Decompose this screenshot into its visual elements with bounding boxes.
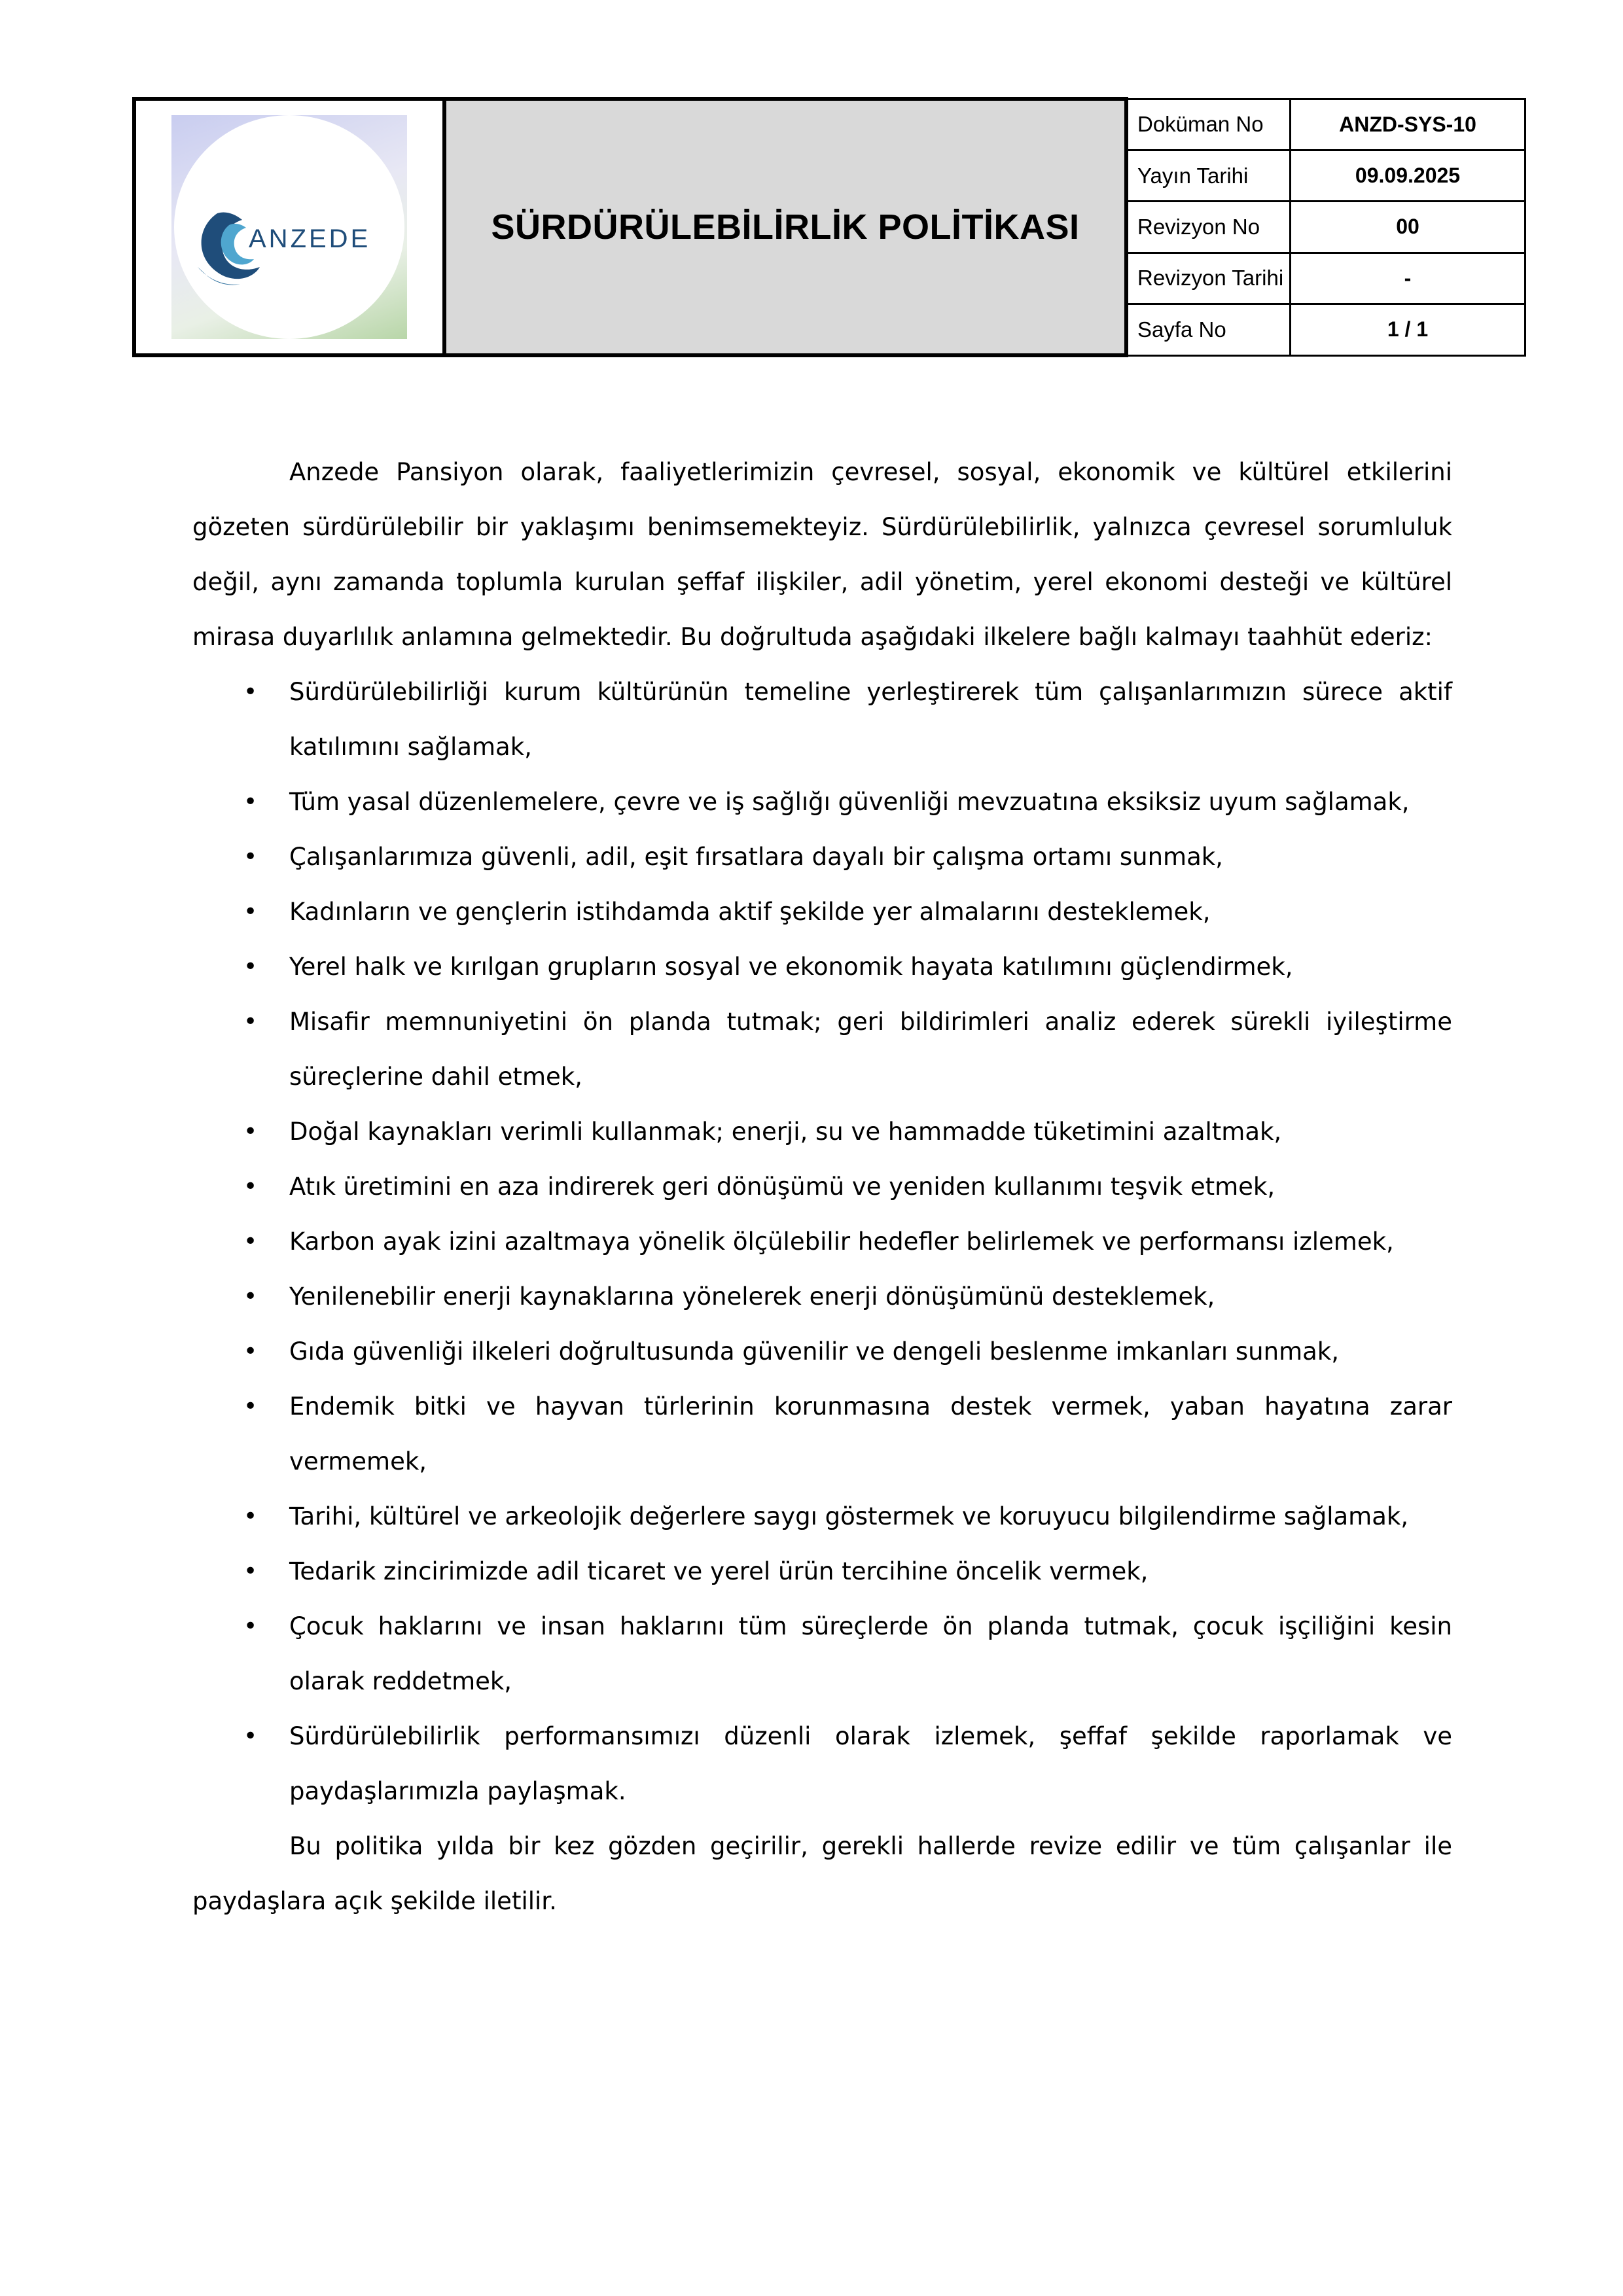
list-item: • Sürdürülebilirliği kurum kültürünün temeline yerleştirerek tüm çalışanlarımızın sürece aktif katılımını sağlamak, <box>192 665 1452 775</box>
meta-label-revision-date <box>1126 253 1291 304</box>
closing-paragraph: Bu politika yılda bir kez gözden geçirilir, gerekli hallerde revize edilir ve tüm çalışanlar ile paydaşlara açık şekilde iletilir. <box>192 1832 1452 1915</box>
meta-value-revision-date: - <box>1291 253 1525 304</box>
list-item: • Misafir memnuniyetini ön planda tutmak; geri bildirimleri analiz ederek sürekli iyileştirme süreçlerine dahil etmek, <box>192 995 1452 1104</box>
list-item: • Çocuk haklarını ve insan haklarını tüm süreçlerde ön planda tutmak, çocuk işçiliğini kesin olarak reddetmek, <box>192 1599 1452 1709</box>
principles-list <box>192 665 1452 1819</box>
meta-value-publish-date: 09.09.2025 <box>1291 150 1525 201</box>
meta-label-revision-no: Revizyon No <box>1126 202 1291 253</box>
list-item: • Yenilenebilir enerji kaynaklarına yönelerek enerji dönüşümünü desteklemek, <box>192 1269 1452 1324</box>
wave-logo-icon <box>171 115 407 339</box>
list-item: • Sürdürülebilirlik performansımızı düzenli olarak izlemek, şeffaf şekilde raporlamak ve paydaşlarımızla paylaşmak. <box>192 1709 1452 1819</box>
document-title: SÜRDÜRÜLEBİLİRLİK POLİTİKASI <box>491 207 1080 247</box>
list-item: • Kadınların ve gençlerin istihdamda aktif şekilde yer almalarını desteklemek, <box>192 885 1452 940</box>
list-item: • Tedarik zincirimizde adil ticaret ve yerel ürün tercihine öncelik vermek, <box>192 1544 1452 1599</box>
document-header <box>132 97 1526 357</box>
list-item: • Çalışanlarımıza güvenli, adil, eşit fırsatlara dayalı bir çalışma ortamı sunmak, <box>192 830 1452 885</box>
title-cell <box>444 99 1126 355</box>
list-item: • Karbon ayak izini azaltmaya yönelik ölçülebilir hedefler belirlemek ve performansı izlemek, <box>192 1214 1452 1269</box>
list-item: • Endemik bitki ve hayvan türlerinin korunmasına destek vermek, yaban hayatına zarar vermemek, <box>192 1379 1452 1489</box>
meta-label-document-no: Doküman No <box>1126 99 1291 150</box>
meta-label-page-no: Sayfa No <box>1126 304 1291 355</box>
list-item: • Doğal kaynakları verimli kullanmak; enerji, su ve hammadde tüketimini azaltmak, <box>192 1104 1452 1159</box>
logo-wordmark: ANZEDE <box>249 224 371 253</box>
meta-value-document-no: ANZD-SYS-10 <box>1291 99 1525 150</box>
list-item: • Yerel halk ve kırılgan grupların sosyal ve ekonomik hayata katılımını güçlendirmek, <box>192 940 1452 995</box>
list-item: • Atık üretimini en aza indirerek geri dönüşümü ve yeniden kullanımı teşvik etmek, <box>192 1159 1452 1214</box>
list-item: • Gıda güvenliği ilkeleri doğrultusunda güvenilir ve dengeli beslenme imkanları sunmak, <box>192 1324 1452 1379</box>
meta-label-publish-date: Yayın Tarihi <box>1126 150 1291 201</box>
company-logo <box>171 115 407 339</box>
intro-paragraph: Anzede Pansiyon olarak, faaliyetlerimizin çevresel, sosyal, ekonomik ve kültürel etkilerini gözeten sürdürülebilir bir yaklaşımı benimsemekteyiz. Sürdürülebilirlik, yalnızca çevresel sorumluluk değil, aynı zamanda toplumla kurulan şeffaf ilişkiler, adil yönetim, yerel ekonomi desteği ve kültürel mirasa duyarlılık anlamına gelmektedir. Bu doğrultuda aşağıdaki ilkelere bağlı kalmayı taahhüt ederiz: <box>192 458 1452 651</box>
list-item: • Tüm yasal düzenlemelere, çevre ve iş sağlığı güvenliği mevzuatına eksiksiz uyum sağlamak, <box>192 775 1452 830</box>
meta-value-revision-no: 00 <box>1291 202 1525 253</box>
meta-label-revision-date-text: Revizyon Tarihi <box>1137 266 1284 291</box>
logo-cell <box>134 99 444 355</box>
policy-body <box>192 445 1452 1929</box>
meta-value-page-no: 1 / 1 <box>1291 304 1525 355</box>
list-item: • Tarihi, kültürel ve arkeolojik değerlere saygı göstermek ve koruyucu bilgilendirme sağlamak, <box>192 1489 1452 1544</box>
